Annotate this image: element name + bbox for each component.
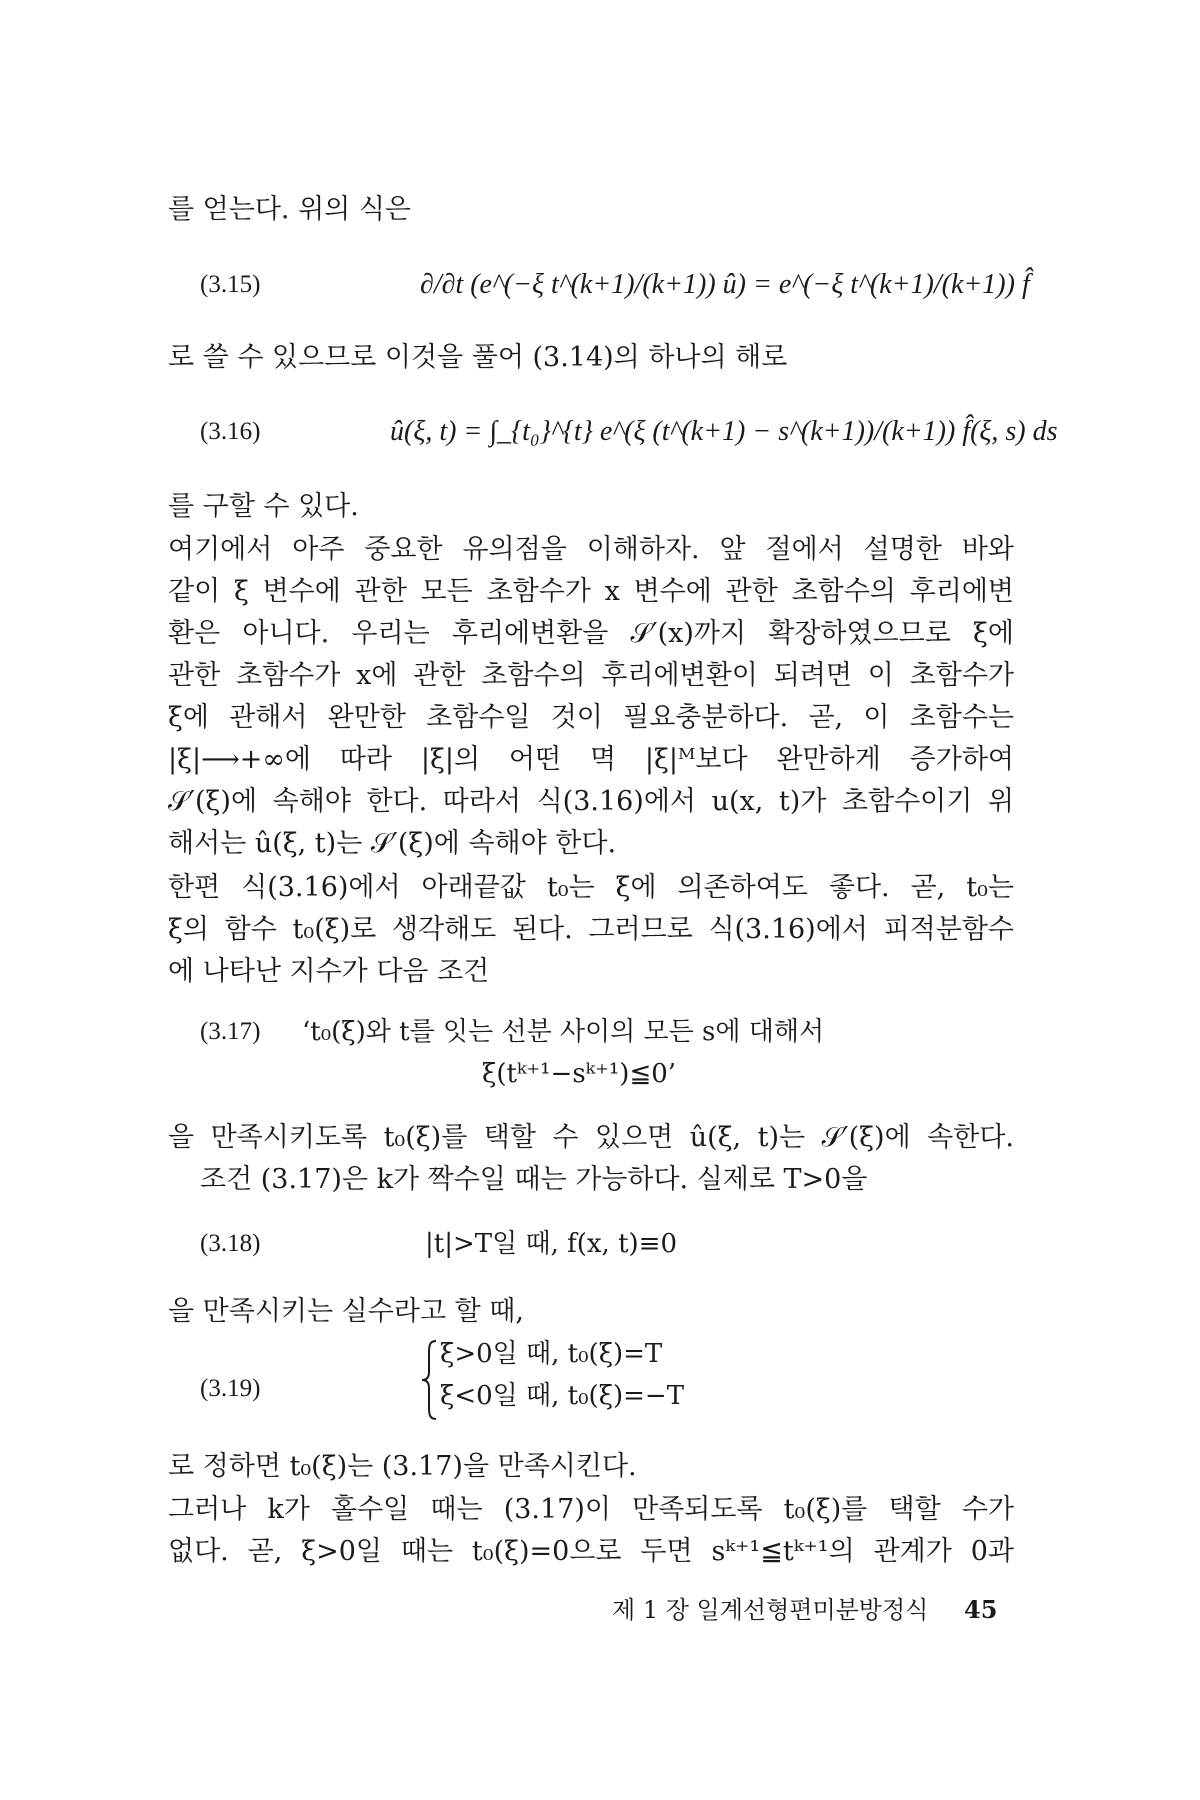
left-brace	[420, 1338, 440, 1422]
body-line: 해서는 û(ξ, t)는 𝒮′(ξ)에 속해야 한다.	[168, 828, 617, 859]
body-line: 같이 ξ 변수에 관한 모든 초함수가 x 변수에 관한 초함수의 후리에변	[168, 576, 1014, 607]
equation-number: (3.15)	[200, 271, 261, 298]
equation-3-19-case1: ξ>0일 때, t₀(ξ)=T	[440, 1339, 663, 1369]
body-line: 그러나 k가 홀수일 때는 (3.17)이 만족되도록 t₀(ξ)를 택할 수가	[168, 1494, 1014, 1525]
body-line: 을 만족시키는 실수라고 할 때,	[168, 1296, 524, 1327]
body-line: 없다. 곧, ξ>0일 때는 t₀(ξ)=0으로 두면 sᵏ⁺¹≦tᵏ⁺¹의 관계가 0과	[168, 1536, 1014, 1567]
body-line: 를 얻는다. 위의 식은	[168, 194, 411, 225]
equation-number: (3.17)	[200, 1018, 261, 1045]
body-line: |ξ|⟶+∞에 따라 |ξ|의 어떤 멱 |ξ|ᴹ보다 완만하게 증가하여	[168, 744, 1014, 775]
body-line: 한편 식(3.16)에서 아래끝값 t₀는 ξ에 의존하여도 좋다. 곧, t₀는	[168, 872, 1014, 903]
equation-number: (3.19)	[200, 1375, 261, 1402]
body-line: 여기에서 아주 중요한 유의점을 이해하자. 앞 절에서 설명한 바와	[168, 534, 1014, 565]
equation-3-15: ∂/∂t (e^(−ξ t^(k+1)/(k+1)) û) = e^(−ξ t^(k+1)/(k+1)) f̂	[420, 269, 1030, 300]
body-line: 조건 (3.17)은 k가 짝수일 때는 가능하다. 실제로 T>0을	[200, 1164, 868, 1195]
equation-number: (3.16)	[200, 418, 261, 445]
body-line: 에 나타난 지수가 다음 조건	[168, 956, 490, 987]
page-footer	[612, 1592, 997, 1628]
body-line: 로 쓸 수 있으므로 이것을 풀어 (3.14)의 하나의 해로	[168, 342, 788, 373]
equation-3-16: û(ξ, t) = ∫_{t₀}^{t} e^(ξ (t^(k+1) − s^(k+1))/(k+1)) f̂(ξ, s) ds	[390, 416, 1058, 447]
body-line: 관한 초함수가 x에 관한 초함수의 후리에변환이 되려면 이 초함수가	[168, 660, 1014, 691]
equation-3-17-line1: ‘t₀(ξ)와 t를 잇는 선분 사이의 모든 s에 대해서	[302, 1017, 825, 1047]
body-line: 을 만족시키도록 t₀(ξ)를 택할 수 있으면 û(ξ, t)는 𝒮′(ξ)에 속한다.	[168, 1122, 1014, 1153]
chapter-title: 제 1 장 일계선형편미분방정식	[612, 1596, 929, 1624]
equation-number: (3.18)	[200, 1230, 261, 1257]
body-line: 를 구할 수 있다.	[168, 491, 359, 522]
body-line: ξ의 함수 t₀(ξ)로 생각해도 된다. 그러므로 식(3.16)에서 피적분함수	[168, 914, 1014, 945]
body-line: 환은 아니다. 우리는 후리에변환을 𝒮′(x)까지 확장하였으므로 ξ에	[168, 618, 1014, 649]
body-line: 𝒮′(ξ)에 속해야 한다. 따라서 식(3.16)에서 u(x, t)가 초함수이기 위	[168, 786, 1014, 817]
page-number: 45	[964, 1595, 998, 1624]
equation-3-18: |t|>T일 때, f(x, t)≡0	[425, 1229, 677, 1259]
body-line: 로 정하면 t₀(ξ)는 (3.17)을 만족시킨다.	[168, 1451, 637, 1482]
equation-3-17-line2: ξ(tᵏ⁺¹−sᵏ⁺¹)≦0’	[482, 1059, 677, 1089]
equation-3-19-case2: ξ<0일 때, t₀(ξ)=−T	[440, 1381, 685, 1411]
body-line: ξ에 관해서 완만한 초함수일 것이 필요충분하다. 곧, 이 초함수는	[168, 702, 1014, 733]
